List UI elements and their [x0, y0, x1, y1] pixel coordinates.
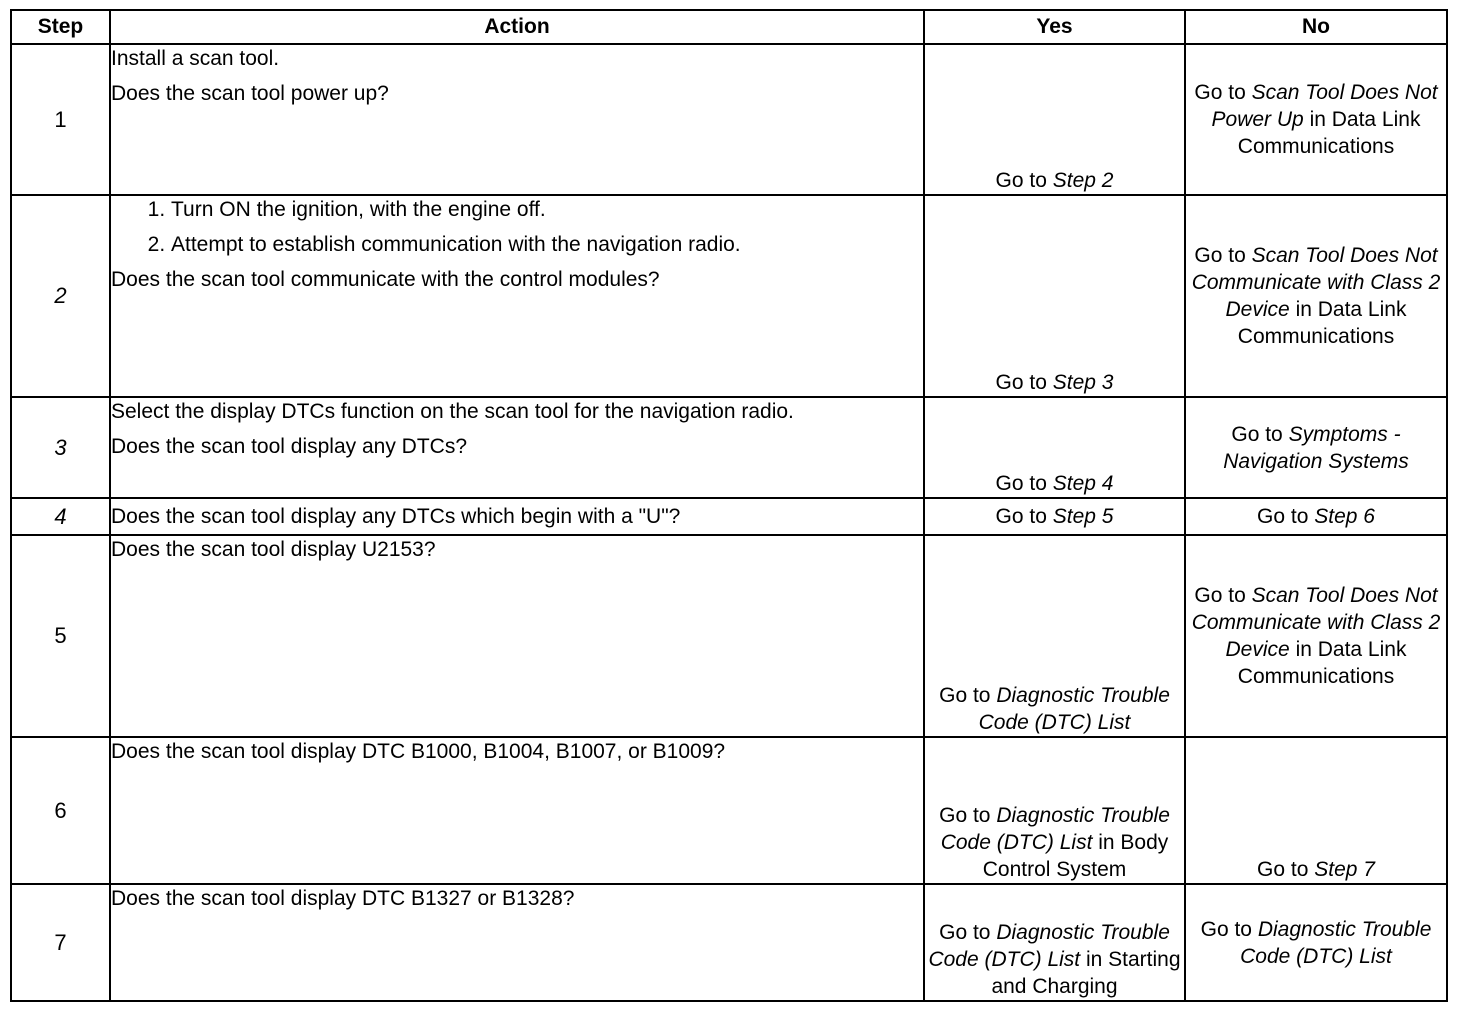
action-cell [110, 397, 924, 498]
action-step-item: 1. Turn ON the ignition, with the engine off. [171, 196, 923, 223]
no-prefix: Go to [1200, 917, 1252, 941]
action-question: Does the scan tool power up? [111, 82, 389, 105]
yes-cell [924, 884, 1185, 1001]
action-cell [110, 498, 924, 535]
step-number: 2 [11, 195, 110, 397]
yes-suffix: in Starting and Charging [991, 948, 1181, 998]
no-link[interactable]: Scan Tool Does Not Communicate with Class 2 Device [1191, 584, 1441, 661]
action-cell [110, 535, 924, 737]
no-prefix: Go to [1257, 505, 1309, 528]
yes-link[interactable]: Diagnostic Trouble Code (DTC) List [940, 804, 1170, 854]
yes-link[interactable]: Diagnostic Trouble Code (DTC) List [978, 684, 1170, 734]
step-number: 1 [11, 44, 110, 195]
yes-cell [924, 498, 1185, 535]
table-row [11, 195, 1447, 397]
no-prefix: Go to [1257, 858, 1309, 881]
no-cell [1185, 498, 1447, 535]
yes-suffix: in Body Control System [982, 831, 1169, 881]
no-prefix: Go to [1231, 422, 1283, 446]
yes-prefix: Go to [939, 804, 991, 827]
header-no: No [1185, 10, 1447, 44]
no-cell [1185, 535, 1447, 737]
yes-prefix: Go to [995, 371, 1047, 394]
step-number: 3 [11, 397, 110, 498]
header-yes: Yes [924, 10, 1185, 44]
no-link[interactable]: Diagnostic Trouble Code (DTC) List [1240, 917, 1432, 968]
action-cell [110, 44, 924, 195]
yes-link[interactable]: Step 5 [1052, 505, 1114, 528]
table-row [11, 884, 1447, 1001]
no-prefix: Go to [1194, 244, 1246, 267]
yes-link[interactable]: Step 3 [1052, 371, 1114, 394]
action-text: Install a scan tool. [111, 47, 280, 70]
step-number: 6 [11, 737, 110, 884]
no-cell [1185, 195, 1447, 397]
no-cell [1185, 737, 1447, 884]
step-number: 5 [11, 535, 110, 737]
table-row [11, 44, 1447, 195]
action-cell [110, 884, 924, 1001]
yes-link[interactable]: Step 4 [1052, 472, 1114, 495]
yes-cell [924, 44, 1185, 195]
no-link[interactable]: Step 7 [1314, 858, 1375, 881]
yes-prefix: Go to [995, 169, 1047, 192]
yes-link[interactable]: Diagnostic Trouble Code (DTC) List [928, 921, 1170, 971]
action-cell [110, 195, 924, 397]
yes-cell [924, 397, 1185, 498]
no-link[interactable]: Scan Tool Does Not Communicate with Class 2 Device [1191, 244, 1441, 321]
yes-cell [924, 195, 1185, 397]
step-number: 7 [11, 884, 110, 1001]
step-number: 4 [11, 498, 110, 535]
table-row [11, 737, 1447, 884]
no-cell [1185, 397, 1447, 498]
header-action: Action [110, 10, 924, 44]
table-row [11, 397, 1447, 498]
action-steps-list [111, 196, 923, 258]
yes-prefix: Go to [995, 472, 1047, 495]
action-step-item: 2. Attempt to establish communication with the navigation radio. [171, 231, 923, 258]
yes-prefix: Go to [995, 505, 1047, 528]
table-row [11, 535, 1447, 737]
table-header-row [11, 10, 1447, 44]
no-prefix: Go to [1194, 81, 1246, 104]
yes-cell [924, 737, 1185, 884]
no-suffix: in Data Link Communications [1237, 108, 1421, 158]
no-link[interactable]: Scan Tool Does Not Power Up [1211, 81, 1438, 131]
no-cell [1185, 44, 1447, 195]
action-question: Does the scan tool display DTC B1000, B1004, B1007, or B1009? [111, 740, 726, 763]
action-question: Does the scan tool communicate with the control modules? [111, 268, 660, 291]
no-suffix: in Data Link Communications [1237, 638, 1407, 688]
action-text: Select the display DTCs function on the scan tool for the navigation radio. [111, 400, 794, 423]
no-link[interactable]: Symptoms - Navigation Systems [1223, 422, 1409, 473]
yes-prefix: Go to [939, 921, 991, 944]
header-step: Step [11, 10, 110, 44]
action-cell [110, 737, 924, 884]
yes-prefix: Go to [939, 684, 991, 707]
no-link[interactable]: Step 6 [1314, 505, 1375, 528]
no-prefix: Go to [1194, 584, 1246, 607]
action-question: Does the scan tool display any DTCs which begin with a "U"? [111, 505, 681, 528]
action-question: Does the scan tool display any DTCs? [111, 435, 468, 458]
table-row [11, 498, 1447, 535]
no-suffix: in Data Link Communications [1237, 298, 1407, 348]
diagnostic-table [10, 9, 1448, 1002]
action-question: Does the scan tool display U2153? [111, 538, 436, 561]
yes-link[interactable]: Step 2 [1052, 169, 1114, 192]
action-question: Does the scan tool display DTC B1327 or B1328? [111, 887, 575, 910]
yes-cell [924, 535, 1185, 737]
no-cell [1185, 884, 1447, 1001]
